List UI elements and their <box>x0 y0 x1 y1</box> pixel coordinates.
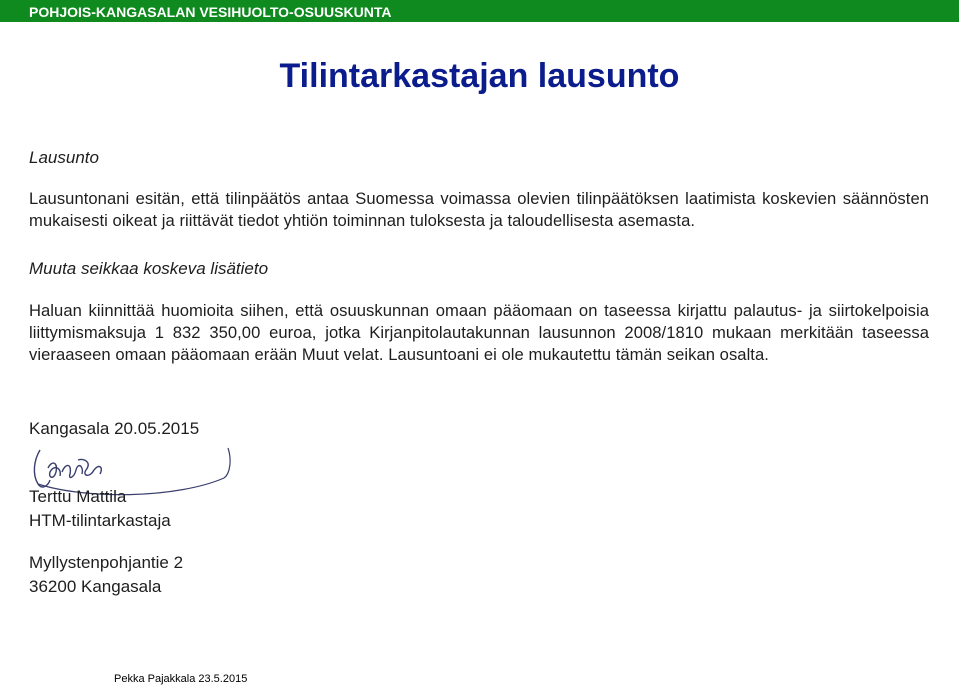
header-bar <box>0 0 959 22</box>
address-city: 36200 Kangasala <box>29 577 162 596</box>
statement-heading: Lausunto <box>29 148 99 167</box>
signer-name: Terttu Mattila <box>29 487 127 506</box>
signer-title: HTM-tilintarkastaja <box>29 511 171 530</box>
statement-paragraph: Lausuntonani esitän, että tilinpäätös antaa Suomessa voimassa olevien tilinpäätöksen laatimista koskevien säännösten mukaisesti oikeat ja riittävät tiedot yhtiön toiminnan tuloksesta ja taloudellisesta asemasta. <box>29 189 929 230</box>
place-date: Kangasala 20.05.2015 <box>29 419 200 438</box>
additional-info-paragraph: Haluan kiinnittää huomioita siihen, että osuuskunnan omaan pääomaan on taseessa kirjattu palautus- ja siirtokelpoisia liittymismaksuja 1 832 350,00 euroa, jotka Kirjanpitolautakunnan lausunnon 2008/1810 mukaan merkitään taseessa vieraaseen omaan pääomaan erään Muut velat. Lausuntoani ei ole mukautettu tämän seikan osalta. <box>29 301 929 364</box>
additional-info-heading: Muuta seikkaa koskeva lisätieto <box>29 259 269 278</box>
page-title: Tilintarkastajan lausunto <box>279 57 680 95</box>
footer-author-date: Pekka Pajakkala 23.5.2015 <box>114 673 248 685</box>
organization-name: POHJOIS-KANGASALAN VESIHUOLTO-OSUUSKUNTA <box>29 4 392 20</box>
auditor-statement <box>0 130 959 630</box>
address-street: Myllystenpohjantie 2 <box>29 553 184 572</box>
